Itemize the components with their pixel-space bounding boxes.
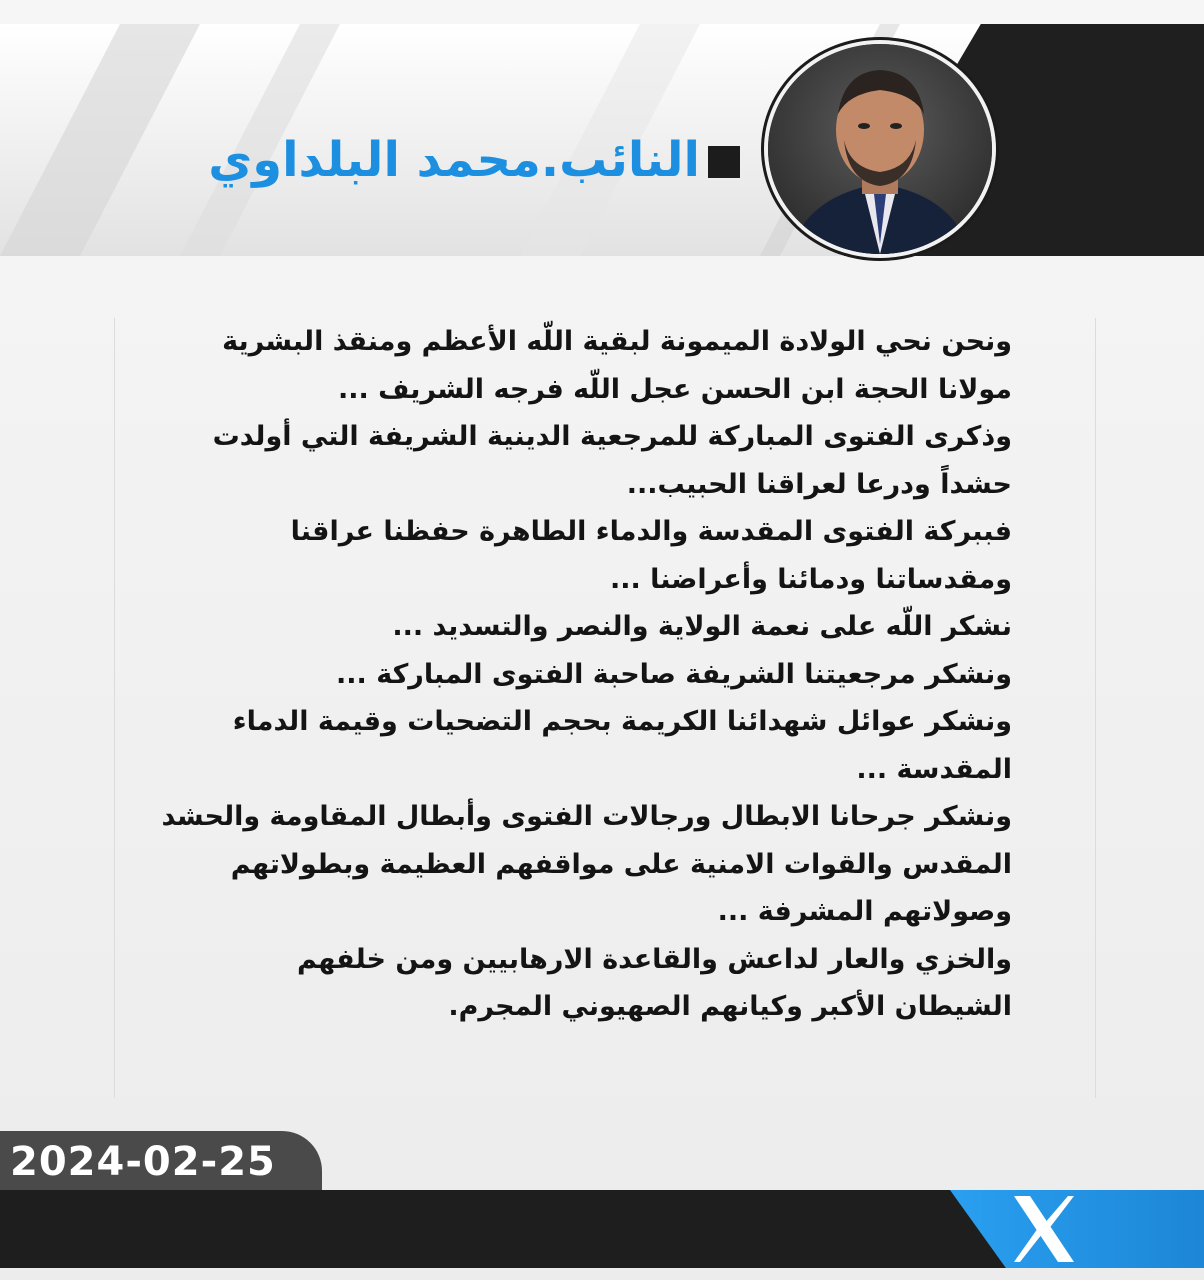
statement-line: ومقدساتنا ودمائنا وأعراضنا ... [609, 563, 1012, 595]
author-name: النائب.محمد البلداوي [208, 132, 700, 188]
avatar [764, 40, 996, 258]
x-logo-icon [1010, 1190, 1078, 1268]
statement-line: المقدسة ... [856, 753, 1012, 785]
statement-line: ونشكر جرحانا الابطال ورجالات الفتوى وأبطال المقاومة والحشد [161, 801, 1012, 832]
statement-line: وذكرى الفتوى المباركة للمرجعية الدينية الشريفة التي أولدت [212, 421, 1012, 452]
statement-line: ونحن نحي الولادة الميمونة لبقية اللّه الأعظم ومنقذ البشرية [222, 326, 1012, 357]
statement-line: المقدس والقوات الامنية على مواقفهم العظيمة وبطولاتهم [230, 848, 1012, 880]
statement-line: حشداً ودرعا لعراقنا الحبيب... [626, 468, 1012, 500]
footer-bottom-line [0, 1268, 1204, 1280]
statement-line: ونشكر مرجعيتنا الشريفة صاحبة الفتوى المباركة ... [336, 658, 1012, 690]
statement-line: ونشكر عوائل شهدائنا الكريمة بحجم التضحيات وقيمة الدماء [232, 706, 1012, 737]
post-date: 2024-02-25 [10, 1139, 276, 1185]
statement-line: والخزي والعار لداعش والقاعدة الارهابيين ومن خلفهم [297, 943, 1012, 975]
statement-line: وصولاتهم المشرفة ... [717, 896, 1012, 927]
name-bullet-square [708, 146, 740, 178]
statement-text [112, 318, 1012, 1031]
statement-line: نشكر اللّه على نعمة الولاية والنصر والتسديد ... [392, 611, 1012, 642]
person-portrait-icon [768, 44, 992, 254]
statement-line: الشيطان الأكبر وكيانهم الصهيوني المجرم. [448, 991, 1012, 1022]
statement-line: مولانا الحجة ابن الحسن عجل اللّه فرجه الشريف ... [337, 373, 1012, 405]
statement-line: فببركة الفتوى المقدسة والدماء الطاهرة حفظنا عراقنا [290, 516, 1012, 547]
